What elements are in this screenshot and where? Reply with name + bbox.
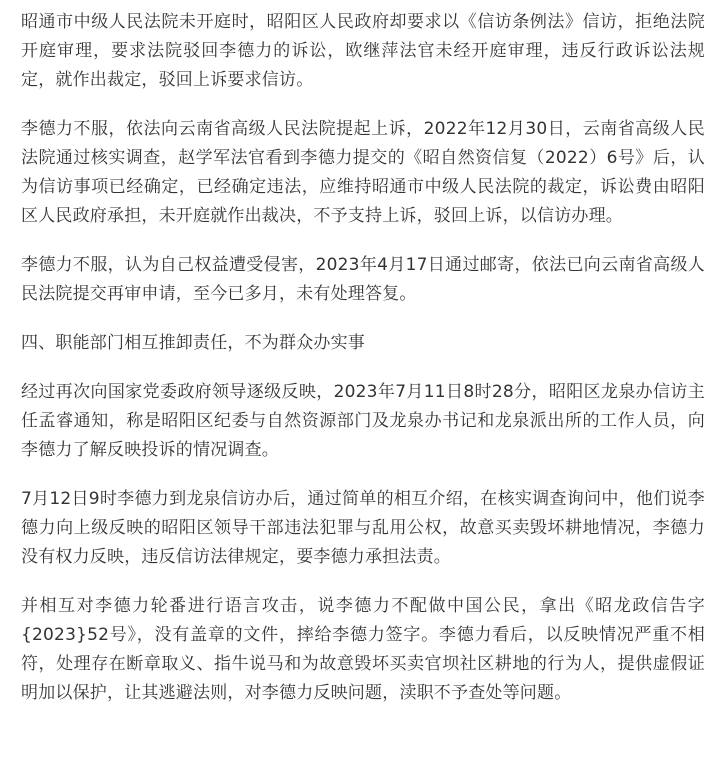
section-heading: 四、职能部门相互推卸责任，不为群众办实事: [21, 333, 365, 353]
paragraph-appeal: 李德力不服，依法向云南省高级人民法院提起上诉，2022年12月30日，云南省高级人民法院通过核实调查，赵学军法官看到李德力提交的《昭自然资信复（2022）6号》后，认为信访事项已经确定，已经确定违法，应维持昭通市中级人民法院的裁定，诉讼费由昭阳区人民政府承担，未开庭就作出裁决，不予支持上诉，驳回上诉，以信访办理。: [21, 119, 705, 226]
paragraph-retrial-application: 李德力不服，认为自己权益遭受侵害，2023年4月17日通过邮寄，依法已向云南省高级人民法院提交再审申请，至今已多月，未有处理答复。: [21, 255, 705, 304]
paragraph-interview: 7月12日9时李德力到龙泉信访办后，通过简单的相互介绍，在核实调查询问中，他们说李德力向上级反映的昭阳区领导干部违法犯罪与乱用公权，故意买卖毁坏耕地情况，李德力没有权力反映，违反信访法律规定，要李德力承担法责。: [21, 489, 705, 567]
paragraph-verbal-attack: 并相互对李德力轮番进行语言攻击，说李德力不配做中国公民，拿出《昭龙政信告字{2023}52号》，没有盖章的文件，摔给李德力签字。李德力看后，以反映情况严重不相符，处理存在断章取义、指牛说马和为故意毁坏买卖官坝社区耕地的行为人，提供虚假证明加以保护，让其逃避法则，对李德力反映问题，渎职不予查处等问题。: [21, 596, 705, 703]
paragraph-petition-notice: 经过再次向国家党委政府领导逐级反映，2023年7月11日8时28分，昭阳区龙泉办信访主任孟睿通知，称是昭阳区纪委与自然资源部门及龙泉办书记和龙泉派出所的工作人员，向李德力了解反映投诉的情况调查。: [21, 382, 705, 460]
paragraph-court-refusal: 昭通市中级人民法院未开庭时，昭阳区人民政府却要求以《信访条例法》信访，拒绝法院开庭审理，要求法院驳回李德力的诉讼，欧继萍法官未经开庭审理，违反行政诉讼法规定，就作出裁定，驳回上诉要求信访。: [21, 12, 705, 90]
